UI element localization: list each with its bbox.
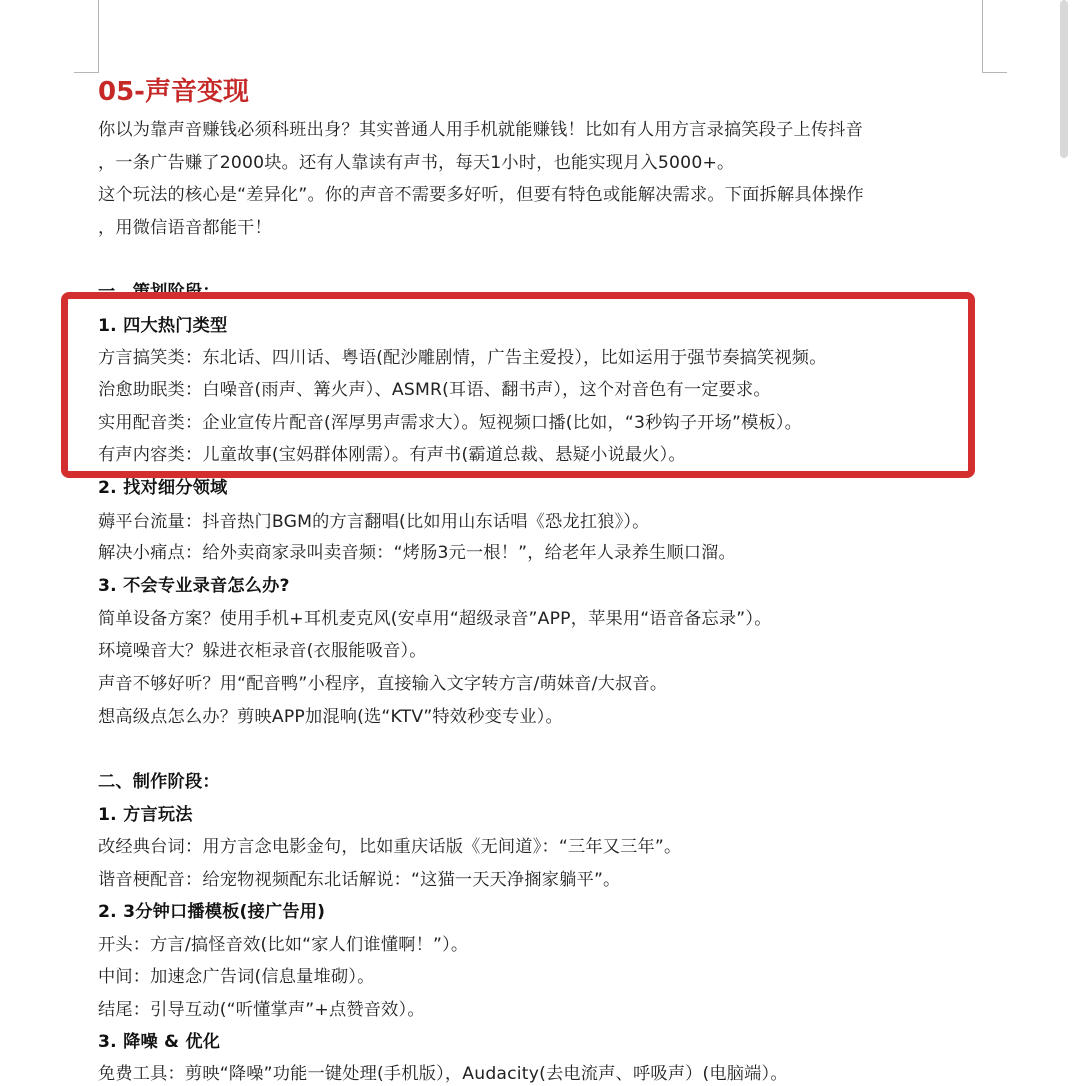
- crop-mark-top-left: [74, 0, 99, 73]
- section-heading: 二、制作阶段：: [98, 772, 220, 792]
- body-line: 薅平台流量：抖音热门BGM的方言翻唱(比如用山东话唱《恐龙扛狼》）。: [98, 512, 650, 532]
- body-line: 中间：加速念广告词(信息量堆砌）。: [98, 967, 375, 987]
- intro-line: ，一条广告赚了2000块。还有人靠读有声书，每天1小时，也能实现月入5000+。: [98, 153, 735, 173]
- document-title: 05-声音变现: [98, 77, 249, 107]
- body-line: 结尾：引导互动(“听懂掌声”+点赞音效）。: [98, 1000, 425, 1020]
- subsection-heading: 3. 降噪 & 优化: [98, 1032, 221, 1052]
- body-line: 解决小痛点：给外卖商家录叫卖音频：“烤肠3元一根！”，给老年人录养生顺口溜。: [98, 543, 736, 563]
- subsection-heading: 1. 方言玩法: [98, 805, 193, 825]
- crop-mark-top-right: [982, 0, 1007, 73]
- section-heading: 一、策划阶段：: [98, 282, 220, 302]
- body-line: 想高级点怎么办？剪映APP加混响(选“KTV”特效秒变专业）。: [98, 707, 563, 727]
- body-line: 实用配音类：企业宣传片配音(浑厚男声需求大）。短视频口播(比如，“3秒钩子开场”模板）。: [98, 413, 803, 433]
- body-line: 有声内容类：儿童故事(宝妈群体刚需）。有声书(霸道总裁、悬疑小说最火）。: [98, 445, 686, 465]
- subsection-heading: 2. 3分钟口播模板(接广告用): [98, 902, 326, 922]
- subsection-heading: 2. 找对细分领域: [98, 478, 228, 498]
- body-line: 改经典台词：用方言念电影金句，比如重庆话版《无间道》：“三年又三年”。: [98, 837, 682, 857]
- intro-line: 你以为靠声音赚钱必须科班出身？其实普通人用手机就能赚钱！比如有人用方言录搞笑段子上传抖音: [98, 120, 864, 140]
- body-line: 谐音梗配音：给宠物视频配东北话解说：“这猫一天天净搁家躺平”。: [98, 870, 621, 890]
- body-line: 环境噪音大？躲进衣柜录音(衣服能吸音）。: [98, 641, 427, 661]
- body-line: 治愈助眠类：白噪音(雨声、篝火声）、ASMR(耳语、翻书声），这个对音色有一定要求。: [98, 380, 771, 400]
- scrollbar[interactable]: [1060, 0, 1068, 158]
- intro-line: ，用微信语音都能干！: [98, 218, 272, 238]
- highlight-annotation-box: [61, 292, 975, 478]
- body-line: 免费工具：剪映“降噪”功能一键处理(手机版），Audacity(去电流声、呼吸声）(电脑端）。: [98, 1064, 788, 1084]
- body-line: 简单设备方案？使用手机+耳机麦克风(安卓用“超级录音”APP，苹果用“语音备忘录”）。: [98, 609, 772, 629]
- intro-line: 这个玩法的核心是“差异化”。你的声音不需要多好听，但要有特色或能解决需求。下面拆解具体操作: [98, 185, 864, 205]
- body-line: 声音不够好听？用“配音鸭”小程序，直接输入文字转方言/萌妹音/大叔音。: [98, 674, 668, 694]
- subsection-heading: 1. 四大热门类型: [98, 316, 228, 336]
- body-line: 开头：方言/搞怪音效(比如“家人们谁懂啊！”）。: [98, 935, 469, 955]
- body-line: 方言搞笑类：东北话、四川话、粤语(配沙雕剧情，广告主爱投），比如运用于强节奏搞笑视频。: [98, 348, 827, 368]
- subsection-heading: 3. 不会专业录音怎么办?: [98, 576, 290, 596]
